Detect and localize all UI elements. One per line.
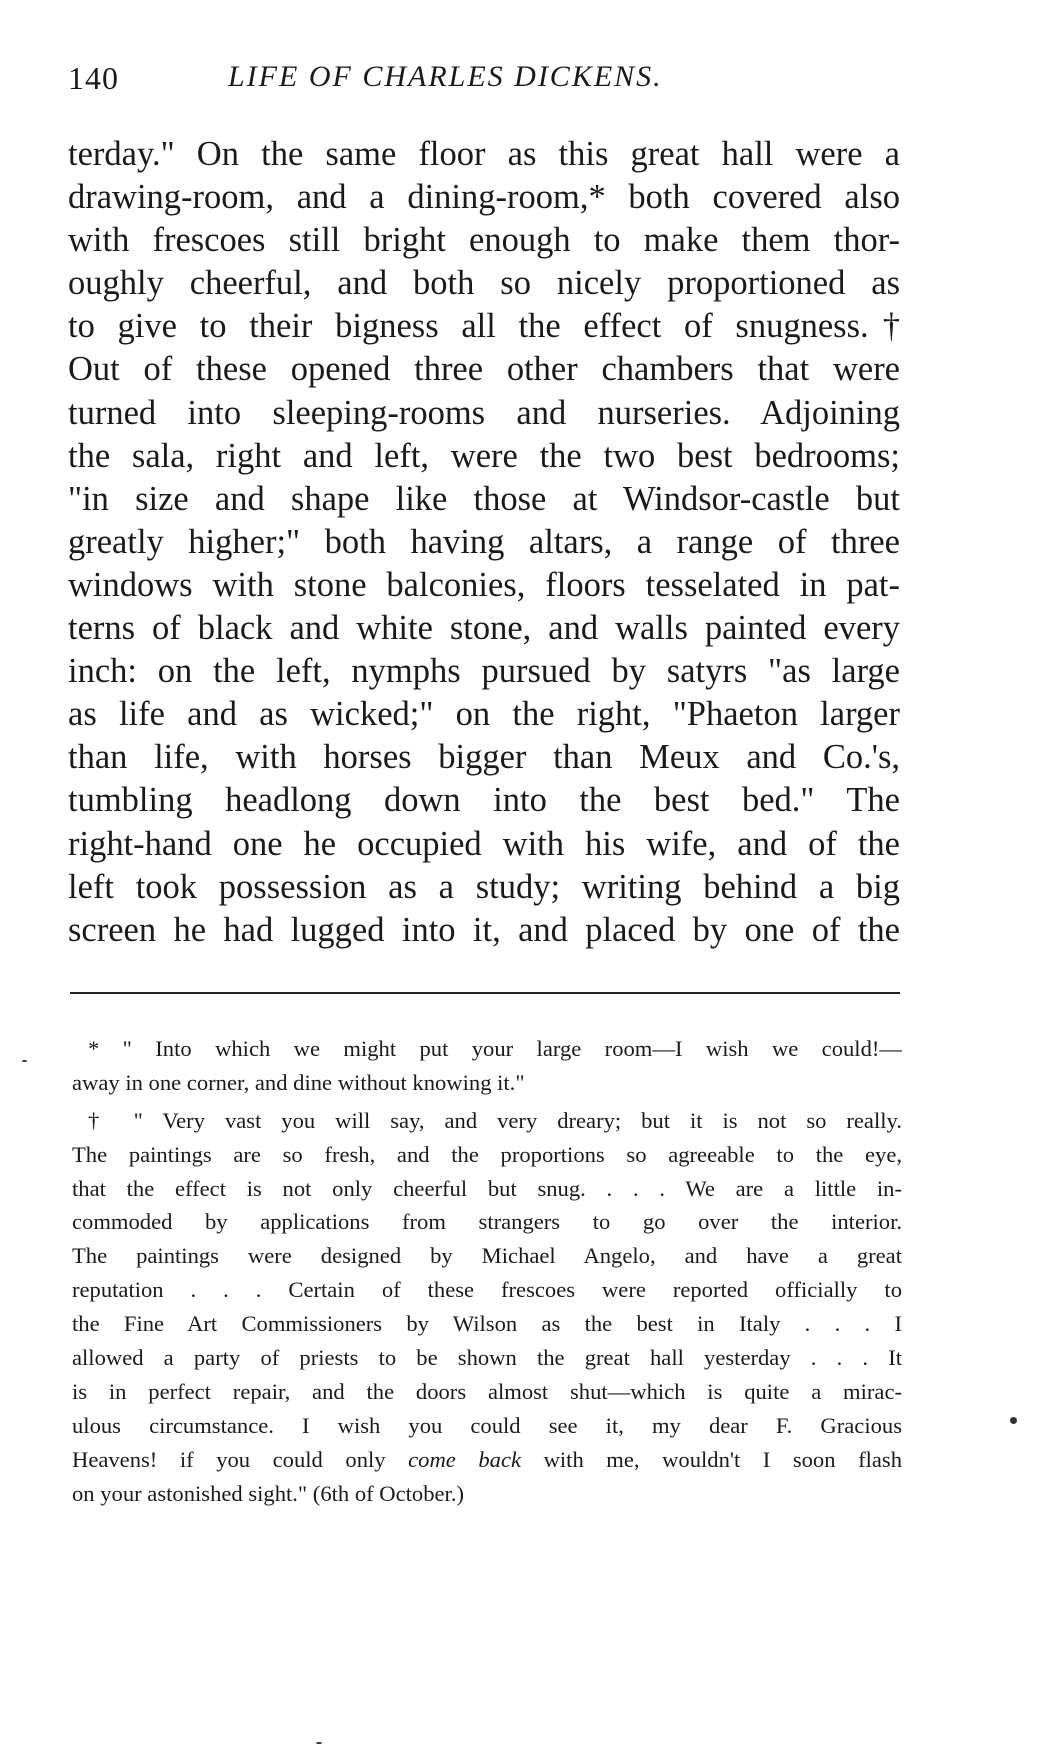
text-line: screen he had lugged into it, and placed by one of the (68, 910, 900, 949)
footnotes-block (72, 1032, 902, 1510)
ink-speck (22, 1060, 27, 1062)
running-title: LIFE OF CHARLES DICKENS. (228, 60, 663, 93)
footnote-line: that the effect is not only cheerful but snug. . . . We are a little in- (72, 1175, 902, 1201)
text-line: Out of these opened three other chambers that were (68, 350, 900, 389)
text-line: inch: on the left, nymphs pursued by satyrs "as large (68, 652, 900, 691)
text-line: "in size and shape like those at Windsor-castle but (68, 479, 900, 518)
footnote-2 (72, 1104, 902, 1511)
footnote-line: on your astonished sight." (6th of October.) (72, 1480, 465, 1506)
text-line: as life and as wicked;" on the right, "Phaeton larger (68, 695, 900, 734)
text-line: to give to their bigness all the effect of snugness.† (68, 307, 900, 346)
footnote-line: is in perfect repair, and the doors almost shut—which is quite a mirac- (72, 1378, 902, 1404)
footnote-line: allowed a party of priests to be shown the great hall yesterday . . . It (72, 1345, 902, 1371)
footnote-line: The paintings are so fresh, and the proportions so agreeable to the eye, (72, 1141, 902, 1167)
text-line: terns of black and white stone, and walls painted every (68, 609, 900, 648)
text-line: greatly higher;" both having altars, a range of three (68, 522, 900, 561)
ink-speck (1010, 1417, 1017, 1424)
main-text-block (68, 133, 900, 952)
text-line: terday." On the same floor as this great hall were a (68, 135, 900, 173)
text-line: with frescoes still bright enough to make them thor- (68, 221, 900, 260)
text-line: drawing-room, and a dining-room,* both covered also (68, 178, 900, 217)
italic-phrase: come back (408, 1446, 522, 1472)
text-line: tumbling headlong down into the best bed." The (68, 781, 900, 820)
footnote-line: ulous circumstance. I wish you could see it, my dear F. Gracious (72, 1412, 902, 1438)
footnote-line: away in one corner, and dine without knowing it." (72, 1069, 525, 1095)
text-line: right-hand one he occupied with his wife, and of the (68, 824, 900, 863)
page-header (68, 60, 898, 100)
footnote-line: † " Very vast you will say, and very dreary; but it is not so really. (88, 1107, 902, 1133)
footnote-text: Heavens! if you could only (72, 1446, 409, 1472)
ink-speck (316, 1742, 322, 1744)
text-line: oughly cheerful, and both so nicely proportioned as (68, 264, 900, 303)
footnote-text: with me, wouldn't I soon flash (521, 1446, 902, 1472)
text-line: than life, with horses bigger than Meux and Co.'s, (68, 738, 900, 777)
footnote-line: the Fine Art Commissioners by Wilson as the best in Italy . . . I (72, 1311, 902, 1337)
text-line: the sala, right and left, were the two best bedrooms; (68, 436, 900, 475)
footnote-line: * " Into which we might put your large room—I wish we could!— (88, 1036, 902, 1061)
footnote-line: reputation . . . Certain of these frescoes were reported officially to (72, 1277, 902, 1303)
footnote-divider (70, 992, 900, 994)
footnote-1 (72, 1032, 902, 1100)
footnote-line-with-italic (72, 1443, 902, 1477)
footnote-line: The paintings were designed by Michael Angelo, and have a great (72, 1243, 902, 1269)
footnote-line: commoded by applications from strangers to go over the interior. (72, 1209, 902, 1235)
page-number: 140 (68, 60, 119, 96)
text-line: windows with stone balconies, floors tesselated in pat- (68, 565, 900, 604)
text-line: turned into sleeping-rooms and nurseries. Adjoining (68, 393, 900, 432)
text-line: left took possession as a study; writing behind a big (68, 867, 900, 906)
